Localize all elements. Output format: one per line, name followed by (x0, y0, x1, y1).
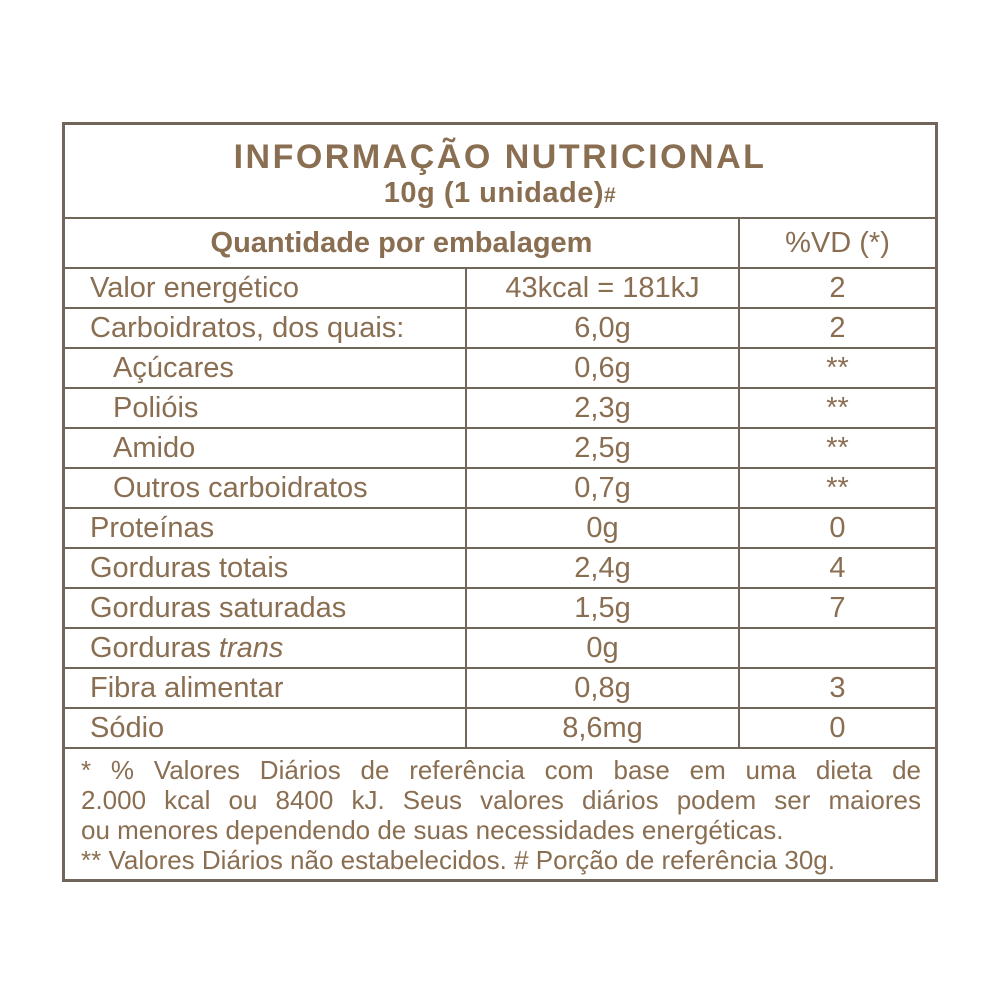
table-row (65, 307, 935, 347)
row-daily-value: 0 (738, 509, 935, 547)
row-label: Valor energético (90, 271, 300, 304)
row-label: Sódio (90, 711, 165, 744)
nutrition-table (62, 122, 938, 882)
row-daily-value: 2 (738, 309, 935, 347)
footnote-line: 2.000 kcal ou 8400 kJ. Seus valores diários podem ser maiores (81, 785, 921, 815)
row-daily-value: 0 (738, 709, 935, 747)
column-header-quantity: Quantidade por embalagem (210, 226, 593, 259)
row-daily-value: ** (738, 469, 935, 507)
row-amount: 0g (465, 509, 738, 547)
table-row (65, 467, 935, 507)
row-label: Amido (113, 431, 196, 464)
row-amount: 2,4g (465, 549, 738, 587)
row-daily-value: ** (738, 429, 935, 467)
row-amount: 0,8g (465, 669, 738, 707)
serving-reference-mark: # (604, 184, 617, 207)
column-header-row (65, 217, 935, 267)
row-label: Polióis (113, 391, 199, 424)
row-label-italic: trans (218, 631, 284, 664)
row-label: Açúcares (113, 351, 234, 384)
row-daily-value: ** (738, 389, 935, 427)
footnote-line: ** Valores Diários não estabelecidos. # Porção de referência 30g. (81, 845, 835, 875)
row-amount: 43kcal = 181kJ (465, 269, 738, 307)
row-label: Proteínas (90, 511, 215, 544)
table-row (65, 587, 935, 627)
row-amount: 1,5g (465, 589, 738, 627)
row-daily-value (738, 629, 935, 667)
row-label: Gorduras trans (90, 631, 284, 664)
row-amount: 6,0g (465, 309, 738, 347)
column-header-dv: %VD (*) (738, 219, 935, 267)
table-row (65, 507, 935, 547)
table-row (65, 707, 935, 747)
row-label: Gorduras saturadas (90, 591, 347, 624)
row-daily-value: ** (738, 349, 935, 387)
row-daily-value: 4 (738, 549, 935, 587)
row-amount: 2,5g (465, 429, 738, 467)
row-amount: 8,6mg (465, 709, 738, 747)
table-title: INFORMAÇÃO NUTRICIONAL (233, 138, 767, 176)
row-daily-value: 2 (738, 269, 935, 307)
footnote-line: * % Valores Diários de referência com base em uma dieta de (81, 755, 921, 785)
row-amount: 2,3g (465, 389, 738, 427)
table-body (65, 267, 935, 747)
table-row (65, 627, 935, 667)
table-row (65, 547, 935, 587)
row-amount: 0,7g (465, 469, 738, 507)
table-row (65, 347, 935, 387)
row-label: Gorduras totais (90, 551, 289, 584)
table-row (65, 667, 935, 707)
table-row (65, 427, 935, 467)
table-row (65, 387, 935, 427)
row-label: Fibra alimentar (90, 671, 284, 704)
table-subtitle (65, 176, 935, 213)
footnote-line: ou menores dependendo de suas necessidades energéticas. (81, 815, 784, 845)
title-section (65, 125, 935, 217)
row-amount: 0,6g (465, 349, 738, 387)
table-row (65, 267, 935, 307)
row-amount: 0g (465, 629, 738, 667)
row-label: Outros carboidratos (113, 471, 368, 504)
row-daily-value: 7 (738, 589, 935, 627)
footnotes (65, 747, 935, 879)
serving-size: 10g (1 unidade) (383, 177, 604, 209)
row-label: Carboidratos, dos quais: (90, 311, 405, 344)
row-daily-value: 3 (738, 669, 935, 707)
